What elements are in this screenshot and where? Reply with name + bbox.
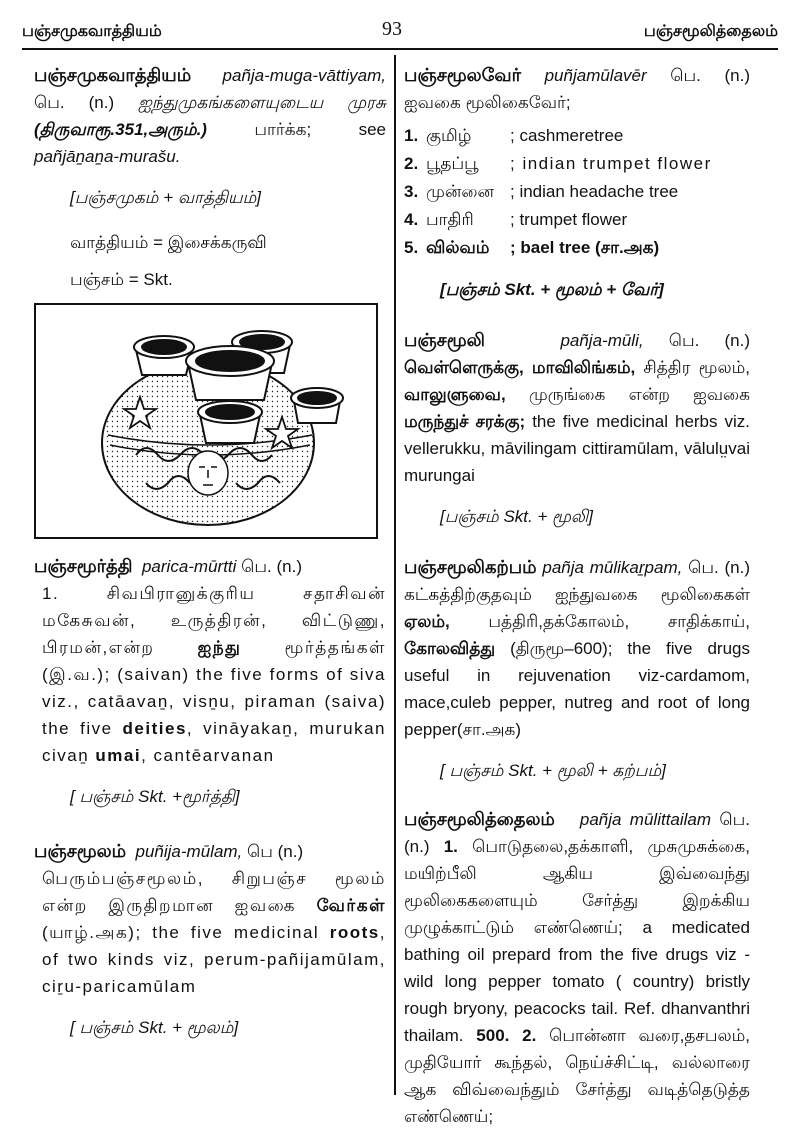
sense-number: 1. xyxy=(443,837,458,856)
illustration-five-mouthed-drum xyxy=(34,303,378,539)
definition-text: 1. சிவபிரானுக்குரிய சதாசிவன் மகேசுவன், உருத்திரன், விட்டுணு, பிரமன்,என்ற xyxy=(42,584,386,657)
dictionary-entry xyxy=(404,554,750,743)
item-tamil: முன்னை xyxy=(426,182,494,201)
definition-text: பத்திரி,தக்கோலம், சாதிக்காய், xyxy=(488,612,750,631)
english-definition: the five medicinal herbs viz. vellerukku, māvilingam cittiramūlam, vālulṳvai murungai xyxy=(404,412,750,485)
item-english: ; bael tree (சா.அக) xyxy=(510,238,660,257)
etymology: [பஞ்சம் Skt. + மூலம் + வேர்] xyxy=(440,280,664,299)
part-of-speech: பெ. (n.) xyxy=(34,93,115,112)
list-item xyxy=(404,150,750,178)
etymology: [ பஞ்சம் Skt. + மூலம்] xyxy=(70,1018,239,1037)
item-english: ; indian trumpet flower xyxy=(510,154,712,173)
definition-text: , cantēarvanan xyxy=(141,746,275,765)
definition-bold: deities xyxy=(122,719,187,738)
definition-text: சித்திர மூலம், xyxy=(643,358,750,377)
definition-text: மூர்த்தங்கள் (இ.வ.); (saivan) the five forms of siva viz., catāavaṉ, visṉu, piraman (saiva) the five xyxy=(42,638,386,738)
etymology: [ பஞ்சம் Skt. + மூலி + கற்பம்] xyxy=(440,761,666,780)
definition-text: ஐவகை மூலிகைவேர்; xyxy=(404,93,571,112)
definition-text: (யாழ்.அக); the five medicinal xyxy=(42,923,320,942)
etymology: [ பஞ்சம் Skt. +மூர்த்தி] xyxy=(70,787,240,806)
headword: பஞ்சமுகவாத்தியம் xyxy=(34,65,192,85)
header-rule xyxy=(22,48,778,50)
definition-text: (திருமூ–600); the five drugs useful in rejuvenation viz-cardamom, mace,culeb pepper, nutreg and root of long pepper(சா.அக) xyxy=(404,639,750,739)
herb-list xyxy=(404,122,750,262)
transliteration: pañja-muga-vāttiyam, xyxy=(222,66,386,85)
item-english: ; indian headache tree xyxy=(510,182,679,201)
column-divider xyxy=(394,55,396,1095)
left-guide-word: பஞ்சமுகவாத்தியம் xyxy=(22,23,162,40)
source-citation: (திருவாரூ.351,அரும்.) xyxy=(34,120,207,139)
transliteration: pañja mūlittailam xyxy=(579,810,712,829)
definition-bold: வெள்ளெருக்கு, மாவிலிங்கம், xyxy=(404,358,636,377)
etymology: [பஞ்சம் Skt. + மூலி] xyxy=(440,507,593,526)
list-item xyxy=(404,234,750,262)
definition-text: பொன்னா வரை,தசபலம், முதியோர் கூந்தல், நெய்ச்சிட்டி, வல்லாரை ஆக விவ்வைந்தும் சேர்த்து வடித்தெடுத்த எண்ணெய்; xyxy=(404,1026,750,1126)
item-number: 1. xyxy=(404,126,419,145)
headword: பஞ்சமூலித்தைலம் xyxy=(404,809,555,829)
dictionary-entry xyxy=(404,806,750,1130)
list-item xyxy=(404,206,750,234)
headword: பஞ்சமூலவேர் xyxy=(404,65,521,85)
item-english: ; cashmeretree xyxy=(510,126,624,145)
definition-text: முருங்கை என்ற ஐவகை xyxy=(528,385,750,404)
definition-bold: மருந்துச் சரக்கு; xyxy=(404,412,526,431)
item-number: 5. xyxy=(404,238,419,257)
list-item xyxy=(404,178,750,206)
item-english: ; trumpet flower xyxy=(510,210,628,229)
transliteration: pañja mūlikaṟpam, xyxy=(542,558,683,577)
etymology: [பஞ்சமுகம் + வாத்தியம்] xyxy=(70,188,261,207)
definition-bold: ஐந்து xyxy=(197,638,242,657)
definition-text: பெரும்பஞ்சமூலம், சிறுபஞ்ச மூலம் என்ற இருதிறமான ஐவகை xyxy=(42,869,386,915)
right-guide-word: பஞ்சமூலித்தைலம் xyxy=(643,23,778,40)
drum-pot-drawing xyxy=(36,305,376,537)
part-of-speech: பெ. (n.) xyxy=(404,810,750,856)
item-tamil: பாதிரி xyxy=(426,210,474,229)
dictionary-entry xyxy=(34,62,386,170)
dictionary-entry xyxy=(404,62,750,116)
definition-bold: roots xyxy=(329,923,380,942)
part-of-speech: பெ. (n.) xyxy=(241,557,302,576)
definition-text: பொடுதலை,தக்காளி, முசுமுசுக்கை, மயிற்பீலி ஆகிய இவ்வைந்து மூலிகைகளையும் சேர்த்து இறக்கிய முழுக்காட்டும் எண்ணெய்; a medicated bathing oil prepard from the five drugs viz - wild long pepper tomato ( country) bristly rough bryony, peacocks tail. Ref. dhanvanthri thailam. xyxy=(404,837,750,1045)
tamil-definition: ஐந்துமுகங்களையுடைய முரசு xyxy=(138,93,386,112)
part-of-speech: பெ. (n.) xyxy=(670,66,750,85)
see-text: பார்க்க; see xyxy=(254,120,386,139)
cross-reference: pañjāṉaṉa-murašu. xyxy=(34,147,181,166)
headword: பஞ்சமூர்த்தி xyxy=(34,556,133,576)
list-item xyxy=(404,122,750,150)
item-tamil: வில்வம் xyxy=(426,238,490,257)
item-tamil: குமிழ் xyxy=(426,126,472,145)
item-number: 4. xyxy=(404,210,419,229)
definition-text: , of two kinds viz, perum-pañijamūlam, ciṟu-paricamūlam xyxy=(42,923,386,996)
page-number: 93 xyxy=(382,18,402,40)
item-number: 2. xyxy=(404,154,419,173)
part-of-speech: பெ. (n.) xyxy=(668,331,751,350)
definition-text: கட்கத்திற்குதவும் ஐந்துவகை மூலிகைகள் xyxy=(404,585,750,604)
transliteration: puñija-mūlam, xyxy=(135,842,243,861)
transliteration: pañja-mūli, xyxy=(560,331,644,350)
definition-bold: வேர்கள் xyxy=(316,896,386,915)
part-of-speech: பெ. (n.) xyxy=(688,558,750,577)
part-of-speech: பெ (n.) xyxy=(247,842,304,861)
dictionary-entry xyxy=(34,553,386,769)
note-line: வாத்தியம் = இசைக்கருவி xyxy=(70,233,267,252)
right-column xyxy=(404,62,750,1136)
dictionary-entry xyxy=(34,838,386,1000)
definition-bold: ஏலம், xyxy=(404,612,450,631)
item-number: 3. xyxy=(404,182,419,201)
item-tamil: பூதப்பூ xyxy=(426,154,479,173)
definition-bold: கோலவித்து xyxy=(404,639,496,658)
dictionary-entry xyxy=(404,327,750,489)
note-line: பஞ்சம் = Skt. xyxy=(70,270,173,289)
transliteration: puñjamūlavēr xyxy=(544,66,647,85)
definition-bold: வாலுளுவை, xyxy=(404,385,506,404)
definition-text: , vināyakaṉ, murukan civaṉ xyxy=(42,719,386,765)
headword: பஞ்சமூலம் xyxy=(34,841,127,861)
headword: பஞ்சமூலிகற்பம் xyxy=(404,557,537,577)
page-header xyxy=(22,14,778,44)
definition-bold: umai xyxy=(95,746,142,765)
headword: பஞ்சமூலி xyxy=(404,330,485,350)
sense-number: 500. 2. xyxy=(476,1026,537,1045)
left-column xyxy=(34,62,386,1059)
transliteration: parica-mūrtti xyxy=(141,557,237,576)
